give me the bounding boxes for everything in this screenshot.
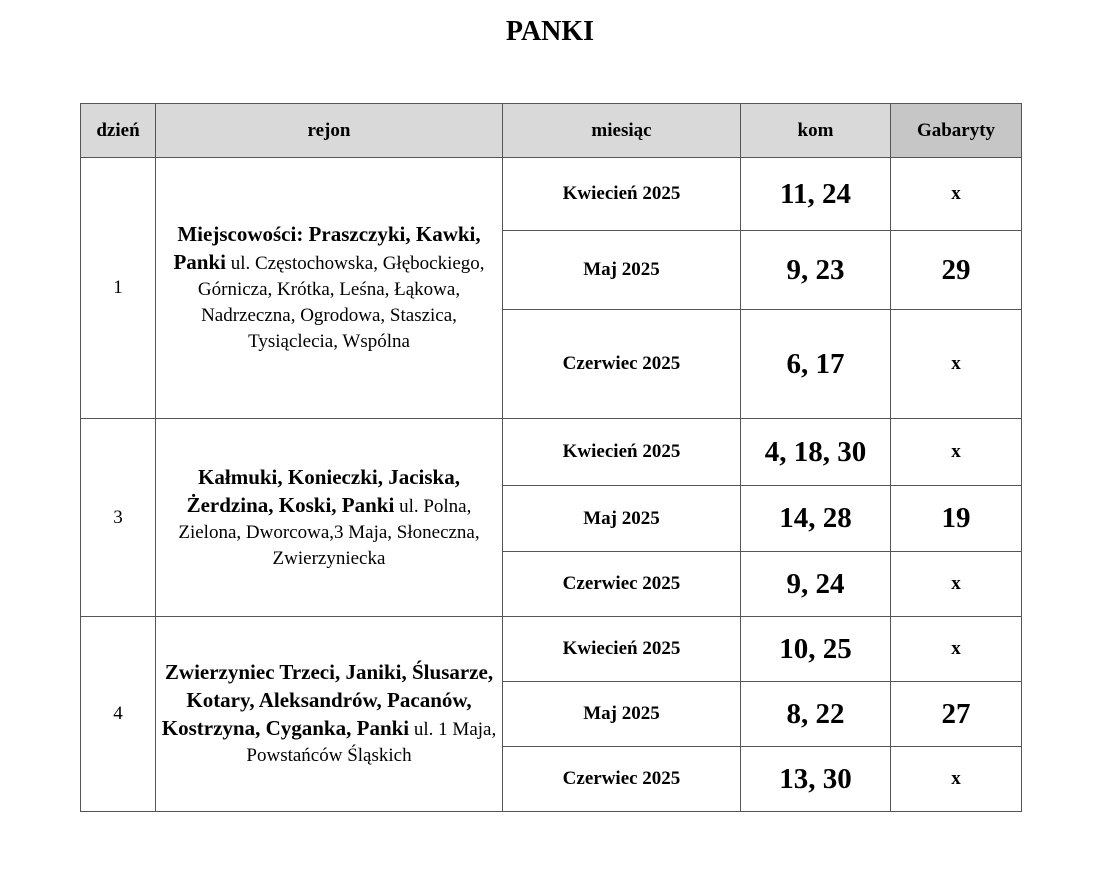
table-row — [81, 617, 1022, 682]
kom-cell: 10, 25 — [741, 617, 891, 682]
day-cell: 4 — [81, 617, 156, 812]
gabaryty-cell: x — [891, 552, 1022, 617]
region-cell — [156, 617, 503, 812]
month-cell: Maj 2025 — [503, 231, 741, 310]
table-row — [81, 419, 1022, 486]
kom-cell: 13, 30 — [741, 747, 891, 812]
gabaryty-cell: x — [891, 747, 1022, 812]
kom-cell: 9, 24 — [741, 552, 891, 617]
region-streets: ul. Polna, Zielona, Dworcowa,3 Maja, Słoneczna, Zwierzyniecka — [178, 495, 480, 569]
kom-cell: 6, 17 — [741, 310, 891, 419]
gabaryty-cell: 29 — [891, 231, 1022, 310]
header-day: dzień — [81, 104, 156, 158]
month-cell: Maj 2025 — [503, 486, 741, 552]
region-localities: Zwierzyniec Trzeci, Janiki, Ślusarze, Kotary, Aleksandrów, Pacanów, Kostrzyna, Cyganka, Panki — [161, 660, 494, 740]
day-cell: 3 — [81, 419, 156, 617]
header-region: rejon — [156, 104, 503, 158]
kom-cell: 4, 18, 30 — [741, 419, 891, 486]
gabaryty-cell: x — [891, 310, 1022, 419]
day-cell: 1 — [81, 158, 156, 419]
month-cell: Kwiecień 2025 — [503, 419, 741, 486]
gabaryty-cell: x — [891, 419, 1022, 486]
gabaryty-cell: 27 — [891, 682, 1022, 747]
region-localities: Miejscowości: Praszczyki, Kawki, Panki — [173, 222, 481, 274]
header-row — [81, 104, 1022, 158]
kom-cell: 8, 22 — [741, 682, 891, 747]
gabaryty-cell: 19 — [891, 486, 1022, 552]
month-cell: Czerwiec 2025 — [503, 552, 741, 617]
table-row — [81, 158, 1022, 231]
month-cell: Maj 2025 — [503, 682, 741, 747]
region-streets: ul. 1 Maja, Powstańców Śląskich — [246, 719, 497, 766]
kom-cell: 11, 24 — [741, 158, 891, 231]
page-title: PANKI — [505, 16, 595, 47]
gabaryty-cell: x — [891, 617, 1022, 682]
month-cell: Czerwiec 2025 — [503, 747, 741, 812]
header-kom: kom — [741, 104, 891, 158]
region-cell — [156, 419, 503, 617]
region-localities: Kałmuki, Konieczki, Jaciska, Żerdzina, Koski, Panki — [186, 464, 460, 517]
kom-cell: 14, 28 — [741, 486, 891, 552]
kom-cell: 9, 23 — [741, 231, 891, 310]
month-cell: Kwiecień 2025 — [503, 158, 741, 231]
schedule-table — [80, 103, 1022, 812]
region-streets: ul. Częstochowska, Głębockiego, Górnicza, Krótka, Leśna, Łąkowa, Nadrzeczna, Ogrodowa, Staszica, Tysiąclecia, Wspólna — [197, 253, 485, 352]
gabaryty-cell: x — [891, 158, 1022, 231]
header-gabaryty: Gabaryty — [891, 104, 1022, 158]
month-cell: Czerwiec 2025 — [503, 310, 741, 419]
region-cell — [156, 158, 503, 419]
month-cell: Kwiecień 2025 — [503, 617, 741, 682]
header-month: miesiąc — [503, 104, 741, 158]
